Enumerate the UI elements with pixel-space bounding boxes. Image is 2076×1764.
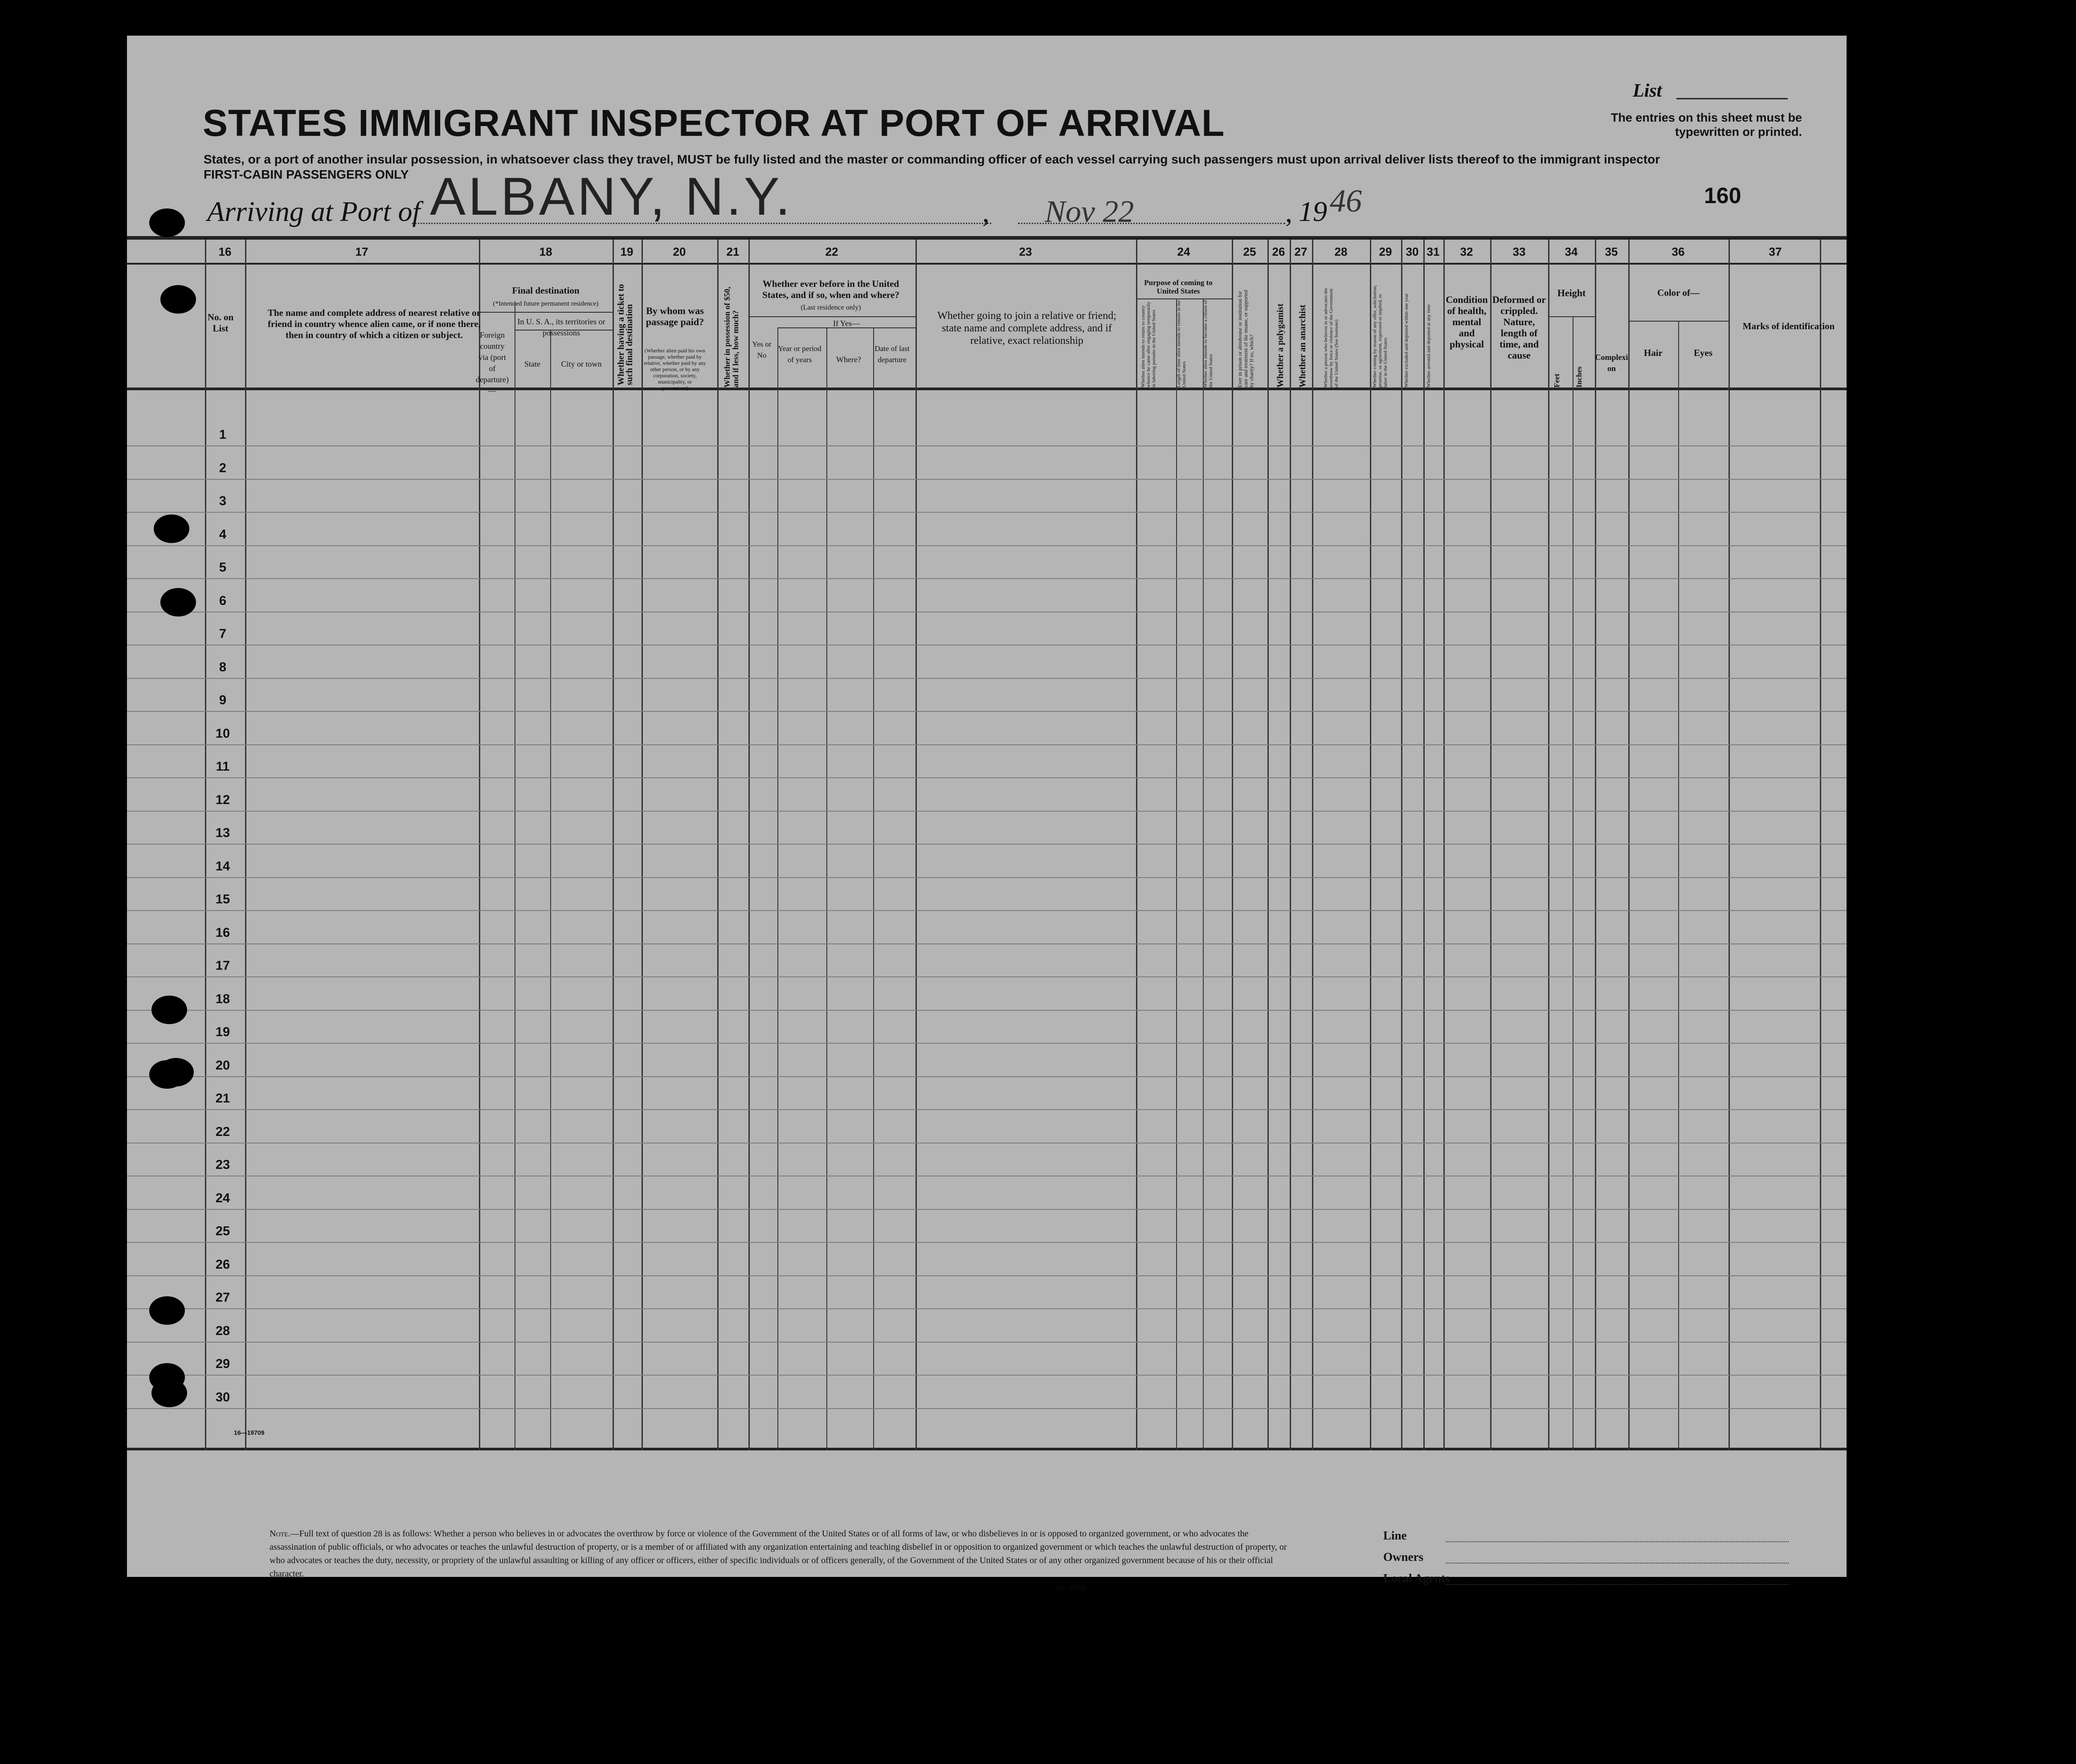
binder-hole bbox=[160, 588, 196, 617]
header-where: Where? bbox=[836, 355, 861, 364]
binder-hole bbox=[151, 996, 187, 1024]
row-number: 7 bbox=[219, 627, 227, 641]
header-anarchist: Whether an anarchist bbox=[1298, 305, 1308, 388]
row-number: 1 bbox=[219, 428, 227, 442]
footnote-question-28 bbox=[270, 1527, 1294, 1580]
table-row[interactable] bbox=[127, 1408, 1847, 1409]
header-purpose-return: Whether alien intends to return to country whence he came after engaging temporarily in laboring pursuits in the United States bbox=[1140, 302, 1157, 388]
table-row[interactable] bbox=[127, 910, 1847, 911]
column-number: 30 bbox=[1406, 245, 1419, 258]
column-divider bbox=[1628, 240, 1630, 1450]
date-value: Nov 22 bbox=[1045, 195, 1134, 229]
table-row[interactable] bbox=[127, 1375, 1847, 1376]
row-number: 19 bbox=[215, 1025, 230, 1039]
instruction-line: States, or a port of another insular possession, in whatsoever class they travel, MUST be fully listed and the master or commanding officer of each vessel carrying such passengers must upon arrival deliver lists thereof to the immigrant inspector bbox=[204, 152, 1660, 166]
column-number: 19 bbox=[620, 245, 633, 258]
table-row[interactable] bbox=[127, 1010, 1847, 1011]
row-number: 18 bbox=[215, 992, 230, 1006]
column-divider bbox=[1490, 240, 1492, 1450]
column-divider bbox=[1290, 240, 1291, 1450]
column-number: 21 bbox=[726, 245, 740, 258]
row-number: 16 bbox=[215, 925, 230, 940]
header-final-destination-note: (*Intended future permanent residence) bbox=[493, 300, 599, 307]
owners-field[interactable] bbox=[1446, 1563, 1789, 1564]
column-number: 31 bbox=[1426, 245, 1440, 258]
sub-column-divider bbox=[550, 330, 551, 1450]
table-row[interactable] bbox=[127, 811, 1847, 812]
binder-hole bbox=[149, 208, 185, 237]
row-number: 20 bbox=[215, 1058, 230, 1073]
row-number: 14 bbox=[215, 859, 230, 874]
header-height: Height bbox=[1557, 287, 1586, 298]
year-value: 46 bbox=[1330, 183, 1362, 219]
sub-header-rule bbox=[479, 312, 613, 313]
column-divider bbox=[205, 240, 206, 1450]
port-value: ALBANY, N.Y. bbox=[430, 167, 793, 226]
column-number: 18 bbox=[539, 245, 552, 258]
header-hair: Hair bbox=[1644, 347, 1663, 358]
column-number: 20 bbox=[673, 245, 686, 258]
header-ticket: Whether having a ticket to such final destination bbox=[616, 284, 634, 385]
header-ever-before: Whether ever before in the United States, and if so, when and where? bbox=[762, 278, 899, 300]
column-divider bbox=[1548, 240, 1549, 1450]
column-divider bbox=[1370, 240, 1371, 1450]
row-number: 23 bbox=[215, 1158, 230, 1172]
form-code-left: 16—19709 bbox=[234, 1429, 265, 1436]
row-number: 28 bbox=[215, 1323, 230, 1338]
column-number: 17 bbox=[355, 245, 368, 258]
header-nearest-relative: The name and complete address of nearest relative or friend in country whence alien came, or if none there, then in country of which a citizen or subject. bbox=[267, 307, 481, 340]
header-purpose-citizen: Whether alien intends to become a citizen of the United States bbox=[1203, 300, 1214, 388]
sub-column-divider bbox=[777, 327, 778, 1450]
header-health: Condition of health, mental and physical bbox=[1446, 294, 1488, 350]
header-state: State bbox=[524, 359, 540, 368]
typewritten-note: The entries on this sheet must be typewritten or printed. bbox=[1610, 111, 1802, 139]
column-number: 35 bbox=[1605, 245, 1618, 258]
header-passage-paid-note: (Whether alien paid his own passage, whether paid by relative, whether paid by any other person, or by any corporation, society, municipality, or government) bbox=[644, 347, 706, 391]
column-divider bbox=[1312, 240, 1313, 1450]
table-row[interactable] bbox=[127, 744, 1847, 745]
line-field[interactable] bbox=[1446, 1541, 1789, 1542]
binder-hole bbox=[151, 1379, 187, 1407]
column-divider bbox=[245, 240, 246, 1450]
column-divider bbox=[642, 240, 643, 1450]
column-divider bbox=[1401, 240, 1402, 1450]
column-number: 27 bbox=[1294, 245, 1308, 258]
column-divider bbox=[915, 240, 917, 1450]
table-row[interactable] bbox=[127, 1043, 1847, 1044]
row-number: 11 bbox=[216, 760, 230, 774]
table-row[interactable] bbox=[127, 777, 1847, 778]
binder-hole bbox=[160, 285, 196, 314]
table-row[interactable] bbox=[127, 1308, 1847, 1309]
header-labor-offer: Whether coming by reason of any offer, solicitation, promise, or agreement, expressed or implied, to labor in the United States bbox=[1372, 285, 1388, 388]
header-year-period: Year or period of years bbox=[778, 344, 821, 364]
header-feet: Feet bbox=[1553, 373, 1561, 388]
table-row[interactable] bbox=[127, 1275, 1847, 1276]
table-row[interactable] bbox=[127, 1342, 1847, 1343]
row-number: 25 bbox=[215, 1224, 230, 1238]
column-divider bbox=[1820, 240, 1821, 1450]
header-city: City or town bbox=[561, 359, 602, 368]
page-number: 160 bbox=[1704, 183, 1741, 208]
column-divider bbox=[1232, 240, 1233, 1450]
header-going-to-join: Whether going to join a relative or friend; state name and complete address, and if relative, exact relationship bbox=[937, 310, 1116, 347]
column-number: 23 bbox=[1019, 245, 1032, 258]
footnote-text: —Full text of question 28 is as follows: Whether a person who believes in or advocates the overthrow by force or violence of the Government of the United States or of all forms of law, or who disbelieves in or is opposed to organized government, or who advocates the assassination of public officials, or who advocates or teaches the unlawful destruction of property, or is a member of or affiliated with any organization entertaining and teaching disbelief in or opposition to organized government or which teaches the unlawful destruction of property, or who advocates or teaches the duty, necessity, or propriety of the unlawful assaulting or killing of any officer or officers, either of specific individuals or of officers generally, of the Government of the United States or of any other organized government because of his or their official character. bbox=[270, 1529, 1287, 1579]
table-row[interactable] bbox=[127, 943, 1847, 944]
row-number: 13 bbox=[215, 826, 230, 840]
column-number: 34 bbox=[1565, 245, 1578, 258]
header-foreign-country: Foreign country via (port of departure)— bbox=[476, 331, 509, 395]
header-color-of: Color of— bbox=[1657, 287, 1700, 298]
header-polygamist: Whether a polygamist bbox=[1275, 303, 1285, 388]
row-number: 12 bbox=[215, 792, 230, 807]
row-number: 4 bbox=[219, 527, 227, 542]
header-fifty-dollars: Whether in possession of $50, and if less, how much? bbox=[723, 286, 740, 388]
column-divider bbox=[717, 240, 719, 1450]
comma-separator-2: , bbox=[1285, 196, 1292, 228]
column-number: 36 bbox=[1671, 245, 1685, 258]
table-row[interactable] bbox=[127, 844, 1847, 845]
header-complexion: Complexion bbox=[1595, 353, 1628, 373]
sub-column-divider bbox=[826, 327, 827, 1450]
header-excluded: Whether excluded and deported within one year bbox=[1404, 293, 1409, 388]
year-prefix: 19 bbox=[1299, 196, 1327, 227]
header-eyes: Eyes bbox=[1694, 347, 1712, 358]
header-marks: Marks of identification bbox=[1742, 321, 1835, 331]
header-deformed: Deformed or crippled. Nature, length of time, and cause bbox=[1492, 294, 1546, 361]
sub-column-divider bbox=[1176, 298, 1177, 1450]
local-agents-field[interactable] bbox=[1446, 1584, 1789, 1585]
row-number: 9 bbox=[219, 693, 227, 707]
list-number-field[interactable] bbox=[1676, 98, 1788, 99]
table-row[interactable] bbox=[127, 1109, 1847, 1110]
column-divider bbox=[1729, 240, 1730, 1450]
row-number: 21 bbox=[215, 1091, 230, 1106]
sub-column-divider bbox=[1203, 298, 1204, 1450]
column-number: 28 bbox=[1334, 245, 1348, 258]
manifest-sheet bbox=[127, 36, 1847, 1591]
column-divider bbox=[1136, 240, 1137, 1450]
header-in-usa: In U. S. A., its territories or possessions bbox=[517, 317, 605, 337]
header-purpose-length: Length of time alien intends to remain in the United States bbox=[1176, 300, 1187, 388]
header-arrested: Whether arrested and deported at any time bbox=[1426, 304, 1431, 388]
binder-hole bbox=[149, 1060, 185, 1089]
arriving-label: Arriving at Port of bbox=[207, 196, 421, 227]
row-number: 24 bbox=[215, 1191, 230, 1205]
header-inches: Inches bbox=[1575, 366, 1583, 388]
row-number: 15 bbox=[215, 892, 230, 906]
header-final-destination: Final destination bbox=[512, 285, 580, 296]
table-bottom-rule bbox=[127, 1448, 1847, 1450]
column-number: 37 bbox=[1769, 245, 1782, 258]
column-divider bbox=[1267, 240, 1269, 1450]
table-row[interactable] bbox=[127, 1209, 1847, 1210]
list-label: List bbox=[1633, 81, 1662, 101]
row-number: 2 bbox=[219, 461, 227, 475]
table-row[interactable] bbox=[127, 976, 1847, 977]
sub-column-divider bbox=[1678, 321, 1679, 1450]
column-number: 16 bbox=[218, 245, 232, 258]
row-number: 5 bbox=[219, 560, 227, 575]
table-row[interactable] bbox=[127, 678, 1847, 679]
column-number: 29 bbox=[1379, 245, 1392, 258]
row-number: 30 bbox=[215, 1390, 230, 1405]
row-number: 29 bbox=[215, 1357, 230, 1371]
form-code-footer: 16—19709 bbox=[1056, 1584, 1087, 1591]
column-divider bbox=[1443, 240, 1445, 1450]
column-number: 33 bbox=[1512, 245, 1526, 258]
line-label: Line bbox=[1383, 1529, 1407, 1542]
header-prison: Ever in prison or almshouse or institution for care and treatment of the insane, or supported by charity? If so, which? bbox=[1237, 290, 1255, 388]
column-number: 32 bbox=[1460, 245, 1473, 258]
header-purpose: Purpose of coming to United States bbox=[1144, 278, 1213, 295]
table-row[interactable] bbox=[127, 711, 1847, 712]
sub-header-rule bbox=[1628, 321, 1729, 322]
table-row[interactable] bbox=[127, 512, 1847, 513]
sub-header-rule bbox=[748, 316, 915, 317]
header-no-on-list: No. on List bbox=[207, 312, 234, 334]
table-row[interactable] bbox=[127, 545, 1847, 546]
row-number: 17 bbox=[215, 959, 230, 973]
column-divider bbox=[1423, 240, 1425, 1450]
owners-label: Owners bbox=[1383, 1550, 1423, 1564]
header-bottom-rule bbox=[127, 388, 1847, 390]
table-row[interactable] bbox=[127, 445, 1847, 446]
table-row[interactable] bbox=[127, 1076, 1847, 1077]
header-question-28: Whether a person who believes in or advocates the overthrow by force or violence of the Government of the United States (See footnote) bbox=[1323, 288, 1339, 388]
column-number-rule bbox=[127, 263, 1847, 265]
column-divider bbox=[1595, 240, 1596, 1450]
table-row[interactable] bbox=[127, 877, 1847, 878]
header-passage-paid: By whom was passage paid? bbox=[646, 305, 704, 327]
column-number: 22 bbox=[825, 245, 838, 258]
row-number: 3 bbox=[219, 494, 227, 508]
header-ever-before-note: (Last residence only) bbox=[801, 304, 861, 311]
row-number: 8 bbox=[219, 660, 227, 674]
comma-separator: , bbox=[982, 196, 989, 228]
table-row[interactable] bbox=[127, 578, 1847, 579]
row-number: 27 bbox=[215, 1290, 230, 1305]
column-number: 24 bbox=[1177, 245, 1190, 258]
column-divider bbox=[748, 240, 750, 1450]
table-row[interactable] bbox=[127, 1242, 1847, 1243]
table-row[interactable] bbox=[127, 479, 1847, 480]
column-number: 25 bbox=[1243, 245, 1256, 258]
footnote-label: Note. bbox=[270, 1529, 290, 1539]
row-number: 26 bbox=[215, 1257, 230, 1272]
passenger-class-line: FIRST-CABIN PASSENGERS ONLY bbox=[204, 167, 409, 181]
binder-hole bbox=[154, 514, 189, 543]
header-last-departure: Date of last departure bbox=[875, 344, 910, 364]
column-divider bbox=[613, 240, 614, 1450]
row-number: 10 bbox=[215, 726, 230, 741]
local-agents-label: Local Agents bbox=[1383, 1572, 1450, 1585]
header-yes-no: Yes or No bbox=[752, 340, 772, 359]
page-title: STATES IMMIGRANT INSPECTOR AT PORT OF ARRIVAL bbox=[203, 102, 1225, 144]
header-if-yes: If Yes— bbox=[833, 319, 860, 328]
row-number: 22 bbox=[215, 1124, 230, 1139]
sub-header-rule bbox=[1548, 316, 1595, 317]
table-top-rule bbox=[127, 236, 1847, 240]
binder-hole bbox=[149, 1296, 185, 1325]
column-divider bbox=[479, 240, 480, 1450]
row-number: 6 bbox=[219, 593, 227, 608]
sub-column-divider bbox=[873, 327, 874, 1450]
column-number: 26 bbox=[1272, 245, 1285, 258]
